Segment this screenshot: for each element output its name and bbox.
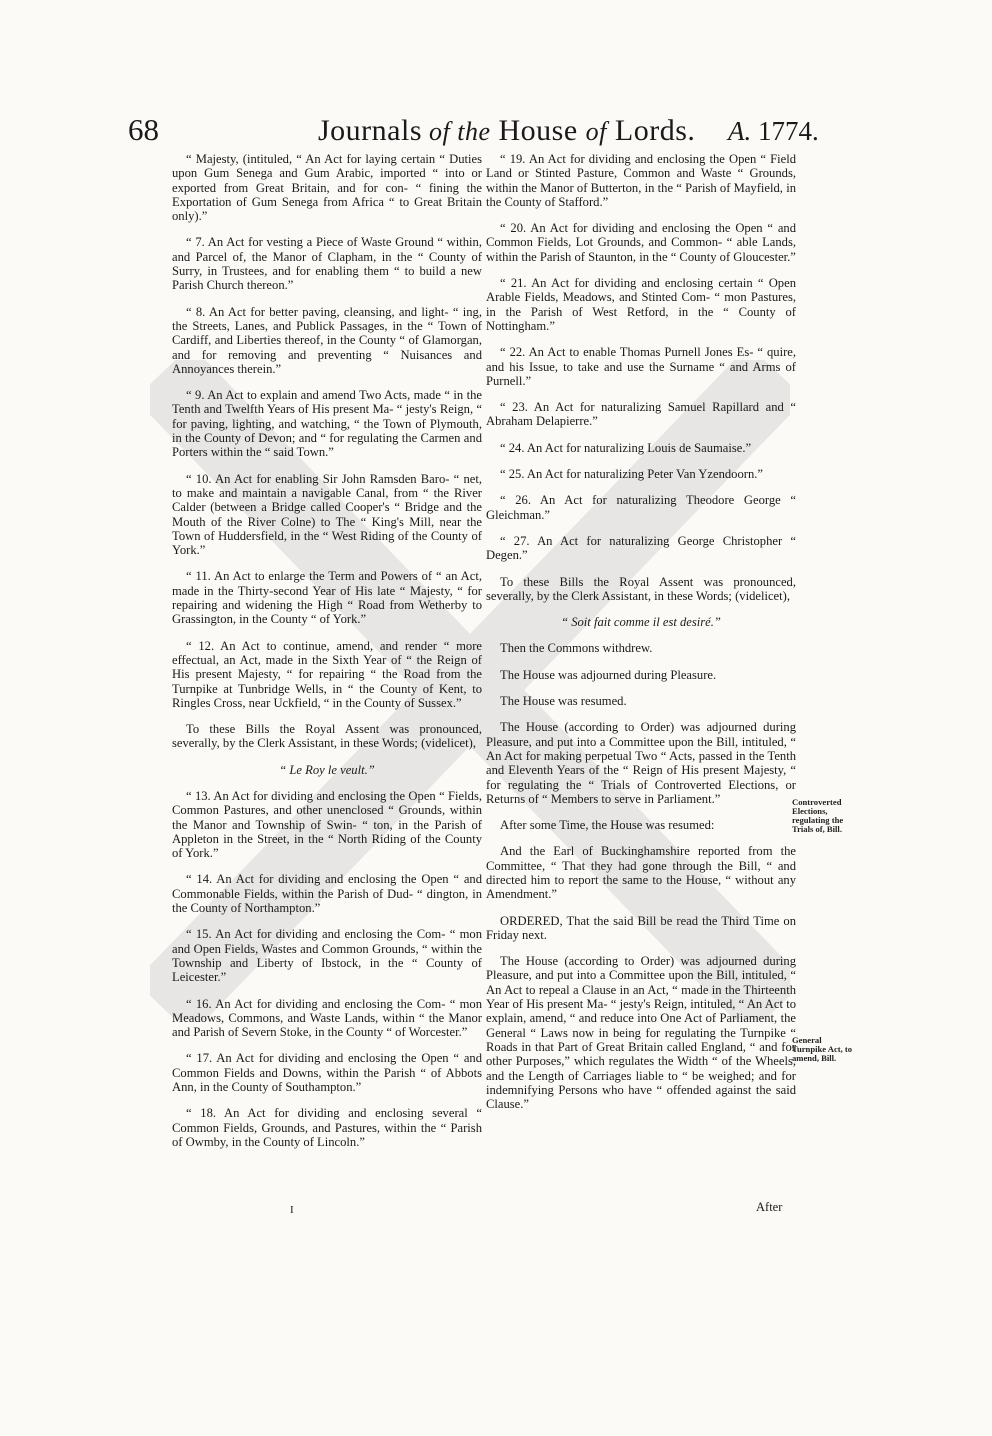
paragraph: And the Earl of Buckinghamshire reported from the Committee, “ That they had gone through the Bill, “ and directed him to report the same to the House, “ without any Amendment.” — [486, 844, 796, 902]
royal-assent-formula: “ Le Roy le veult.” — [279, 762, 375, 777]
royal-assent-formula: “ Soit fait comme il est desiré.” — [561, 615, 721, 630]
paragraph: “ 25. An Act for naturalizing Peter Van Yzendoorn.” — [500, 467, 763, 482]
paragraph: “ Majesty, (intituled, “ An Act for laying certain “ Duties upon Gum Senega and Gum Arabic, imported “ into or exported from Great Britain, and for con- “ fining the Exportation of Gum Senega from Africa “ to Great Britain only).” — [172, 152, 482, 224]
paragraph: “ 27. An Act for naturalizing George Christopher “ Degen.” — [486, 533, 796, 563]
paragraph: “ 20. An Act for dividing and enclosing the Open “ and Common Fields, Lot Grounds, and Common- “ able Lands, within the Parish of Staunton, in the “ County of Gloucester.” — [486, 221, 796, 264]
catchword: After — [756, 1200, 783, 1214]
paragraph: The House was resumed. — [500, 694, 627, 709]
paragraph: “ 13. An Act for dividing and enclosing the Open “ Fields, Common Pastures, and other unenclosed “ Grounds, within the Manor and Township of Swin- “ ton, in the Parish of Appleton in the Street, in the “ North Riding of the County of York.” — [172, 788, 482, 861]
paragraph: Then the Commons withdrew. — [500, 641, 653, 656]
left-column — [172, 152, 482, 1161]
paragraph: After some Time, the House was resumed: — [500, 818, 715, 833]
right-column — [486, 152, 796, 1123]
paragraph: “ 21. An Act for dividing and enclosing certain “ Open Arable Fields, Meadows, and Stinted Com- “ mon Pastures, in the Parish of West Retford, in the “ County of Nottingham.” — [486, 276, 796, 333]
paragraph: The House (according to Order) was adjourned during Pleasure, and put into a Committee upon the Bill, intituled, “ An Act for making perpetual Two “ Acts, passed in the Tenth and Eleventh Years of the “ Reign of His present Majesty, “ for regulating the “ Trials of Controverted Elections, or Returns of “ Members to serve in Parliament.” — [486, 720, 796, 806]
paragraph: “ 17. An Act for dividing and enclosing the Open “ and Common Fields and Downs, within the Parish “ of Abbots Ann, in the County of Southampton.” — [172, 1051, 482, 1095]
paragraph: “ 15. An Act for dividing and enclosing the Com- “ mon and Open Fields, Wastes and Common Grounds, “ within the Township and Liberty of Ibstock, in the “ County of Leicester.” — [172, 927, 482, 985]
paragraph: “ 24. An Act for naturalizing Louis de Saumaise.” — [500, 440, 752, 455]
paragraph: To these Bills the Royal Assent was pronounced, severally, by the Clerk Assistant, in these Words; (videlicet), — [486, 574, 796, 603]
paragraph: “ 18. An Act for dividing and enclosing several “ Common Fields, Grounds, and Pastures, within the “ Parish of Owmby, in the County of Lincoln.” — [172, 1106, 482, 1149]
paragraph: “ 16. An Act for dividing and enclosing the Com- “ mon Meadows, Commons, and Waste Lands, within “ the Manor and Parish of Severn Stoke, in the County “ of Worcester.” — [172, 996, 482, 1040]
paragraph: “ 19. An Act for dividing and enclosing the Open “ Field Land or Stinted Pasture, Common and Waste “ Grounds, within the Manor of Butterton, in the “ Parish of Mayfield, in the County of Stafford.” — [486, 152, 796, 209]
paragraph: “ 9. An Act to explain and amend Two Acts, made “ in the Tenth and Twelfth Years of His present Ma- “ jesty's Reign, “ for paving, lighting, and watching, “ the Town of Plymouth, in the County of Devon; and “ for regulating the Carmen and Porters within the “ said Town.” — [172, 388, 482, 460]
paragraph: “ 8. An Act for better paving, cleansing, and light- “ ing, the Streets, Lanes, and Publick Passages, in the “ Town of Cardiff, and Liberties thereof, in the County “ of Glamorgan, and for removing and preventing “ Nuisances and Annoyances therein.” — [172, 304, 482, 376]
paragraph: “ 14. An Act for dividing and enclosing the Open “ and Commonable Fields, within the Parish of Dud- “ dington, in the County of Northampton.” — [172, 872, 482, 916]
paragraph: ORDERED, That the said Bill be read the Third Time on Friday next. — [486, 913, 796, 942]
page-year: A. 1774. — [728, 116, 819, 146]
paragraph: “ 26. An Act for naturalizing Theodore George “ Gleichman.” — [486, 493, 796, 522]
paragraph: “ 10. An Act for enabling Sir John Ramsden Baro- “ net, to make and maintain a navigable Canal, from “ the River Calder (between a Bridge called Cooper's “ Bridge and the Mouth of the River Colne) to The “ King's Mill, near the Town of Huddersfield, in the “ West Riding of the County of York.” — [172, 471, 482, 558]
paragraph: The House was adjourned during Pleasure. — [500, 667, 717, 682]
paragraph: “ 23. An Act for naturalizing Samuel Rapillard and “ Abraham Delapierre.” — [486, 400, 796, 429]
paragraph: “ 7. An Act for vesting a Piece of Waste Ground “ within, and Parcel of, the Manor of Clapham, in the “ County of Surry, in Trustees, and for enabling them “ to build a new Parish Church thereon.” — [172, 235, 482, 293]
paragraph: “ 22. An Act to enable Thomas Purnell Jones Es- “ quire, and his Issue, to take and use the Surname “ and Arms of Purnell.” — [486, 345, 796, 388]
margin-note-controverted-elections: Controverted Elections, regulating the Trials of, Bill. — [792, 797, 844, 834]
page-number: 68 — [128, 112, 159, 147]
paragraph: The House (according to Order) was adjourned during Pleasure, and put into a Committee upon the Bill, intituled, “ An Act to repeal a Clause in an Act, “ made in the Thirteenth Year of His present Ma- “ jesty's Reign, intituled, “ An Act to explain, amend, “ and reduce into One Act of Parliament, the General “ Laws now in being for regulating the Turnpike “ Roads in that Part of Great Britain called England, “ and for other Purposes,” which regulates the Width “ of the Wheels, and the Length of Carriages liable to “ be weighed; and for indemnifying Persons who have “ offended against the said Clause.” — [486, 954, 796, 1112]
paragraph: “ 12. An Act to continue, amend, and render “ more effectual, an Act, made in the Sixth Year of “ the Reign of His present Majesty, “ for repairing “ the Road from the Turnpike at Tunbridge Wells, in “ the County of Kent, to Ringles Cross, near Uckfield, “ in the County of Sussex.” — [172, 638, 482, 710]
page-title: Journals of the House of Lords. — [318, 114, 696, 147]
paragraph: “ 11. An Act to enlarge the Term and Powers of “ an Act, made in the Thirty-second Year of His late “ Majesty, “ for repairing and widening the High “ Road from Wetherby to Grassington, in the County “ of York.” — [172, 569, 482, 627]
printer-signature: I — [290, 1204, 294, 1216]
paragraph: To these Bills the Royal Assent was pronounced, severally, by the Clerk Assistant, in these Words; (videlicet), — [172, 722, 482, 751]
margin-note-turnpike-act: General Turnpike Act, to amend, Bill. — [792, 1035, 853, 1063]
